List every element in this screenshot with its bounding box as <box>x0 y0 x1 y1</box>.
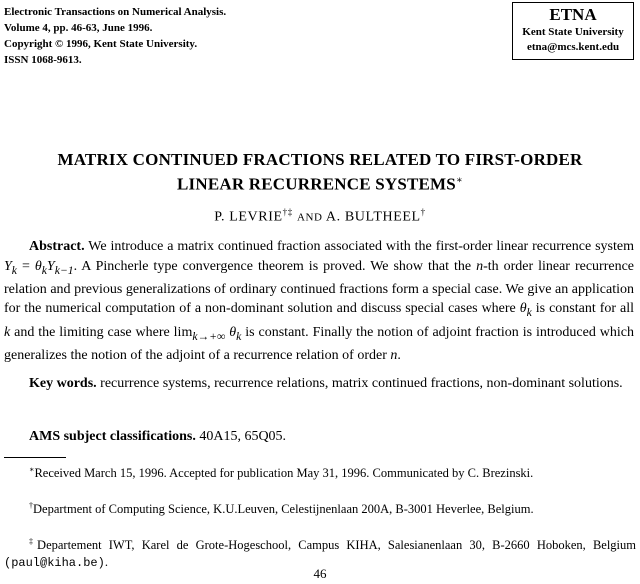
footnote-3-mark: ‡ <box>29 537 38 546</box>
footnote-3-text: Departement IWT, Karel de Grote-Hogeschool, Campus KIHA, Salesianenlaan 30, B-2660 Hoboken, Belgium <box>37 538 636 553</box>
and-word: AND <box>296 211 323 224</box>
author-1: P. LEVRIE <box>214 209 283 225</box>
journal-info <box>4 4 226 68</box>
footnote-1-mark: ∗ <box>29 465 35 474</box>
math-eq: = <box>16 258 35 274</box>
title-footnote-mark: ∗ <box>455 175 463 186</box>
math-y: Y <box>4 258 12 274</box>
math-theta-sub: k <box>41 263 47 277</box>
math-theta-2-sub: k <box>526 306 532 320</box>
footnote-affiliation-1 <box>4 498 636 518</box>
footnote-1-text: Received March 15, 1996. Accepted for publication May 31, 1996. Communicated by C. Brezinski. <box>34 466 534 481</box>
math-y-prev: Y <box>46 258 55 274</box>
ams-text: 40A15, 65Q05. <box>195 429 287 444</box>
abstract-text-7: . <box>397 347 401 363</box>
footnote-2-text: Department of Computing Science, K.U.Leuven, Celestijnenlaan 200A, B-3001 Heverlee, Belgium. <box>33 502 534 517</box>
math-theta-3-sub: k <box>236 329 242 343</box>
abstract-text-2: . A Pincherle type convergence theorem is proved. We show that the <box>73 258 477 274</box>
authors <box>0 203 640 227</box>
title-line-1: MATRIX CONTINUED FRACTIONS RELATED TO FIRST-ORDER <box>57 150 583 169</box>
journal-volume: Volume 4, pp. 46-63, June 1996. <box>4 22 153 34</box>
footnote-received <box>4 462 636 482</box>
journal-issn: ISSN 1068-9613. <box>4 54 82 66</box>
etna-box <box>512 2 634 60</box>
author-email-link[interactable]: (paul@kiha.be) <box>4 555 105 570</box>
math-y-prev-sub: k−1 <box>54 263 74 277</box>
keywords <box>4 374 634 394</box>
page-number: 46 <box>313 566 327 581</box>
journal-name: Electronic Transactions on Numerical Analysis. <box>4 6 227 18</box>
math-y-sub: k <box>11 263 17 277</box>
math-theta: θ <box>34 258 42 274</box>
keywords-text: recurrence systems, recurrence relations, matrix continued fractions, non-dominant solutions. <box>96 376 623 391</box>
abstract-text-3: -th order linear recurrence relation and previous generalizations of ordinary continued fractions form a special case. We give an application for the numerical computation of a non-dominant solution and discuss special cases where <box>4 258 634 317</box>
footnote-3-end: . <box>104 554 108 569</box>
math-n: n <box>476 258 484 274</box>
ams-label: AMS subject classifications. <box>29 429 196 444</box>
author-1-marks: †‡ <box>282 207 293 217</box>
footnote-2-mark: † <box>29 501 33 510</box>
abstract-text-5: and the limiting case where lim <box>10 324 193 340</box>
etna-email: etna@mcs.kent.edu <box>526 41 620 53</box>
keywords-label: Key words. <box>29 376 97 391</box>
etna-university: Kent State University <box>522 26 624 38</box>
math-n-2: n <box>390 347 398 363</box>
title-line-2 <box>0 170 640 195</box>
author-2: A. BULTHEEL <box>325 209 421 225</box>
math-theta-3: θ <box>225 324 237 340</box>
abstract-label: Abstract. <box>29 239 85 254</box>
footnote-rule <box>4 457 66 458</box>
math-k: k <box>4 324 11 340</box>
author-2-marks: † <box>420 207 426 217</box>
title-line-2-text: LINEAR RECURRENCE SYSTEMS <box>177 174 456 194</box>
abstract <box>4 237 634 365</box>
abstract-text-4: is constant for all <box>531 301 634 317</box>
ams-classifications <box>29 427 634 447</box>
math-lim-sub: k→+∞ <box>192 329 226 343</box>
journal-copyright: Copyright © 1996, Kent State University. <box>4 38 198 50</box>
paper-title <box>0 149 640 195</box>
abstract-text-1: We introduce a matrix continued fraction associated with the first-order linear recurrence system <box>84 239 634 254</box>
abstract-text-6: is constant. Finally the notion of adjoint fraction is introduced which generalizes the notion of the adjoint of a recurrence relation of order <box>4 324 634 363</box>
math-theta-2: θ <box>519 301 527 317</box>
etna-title: ETNA <box>549 5 597 24</box>
